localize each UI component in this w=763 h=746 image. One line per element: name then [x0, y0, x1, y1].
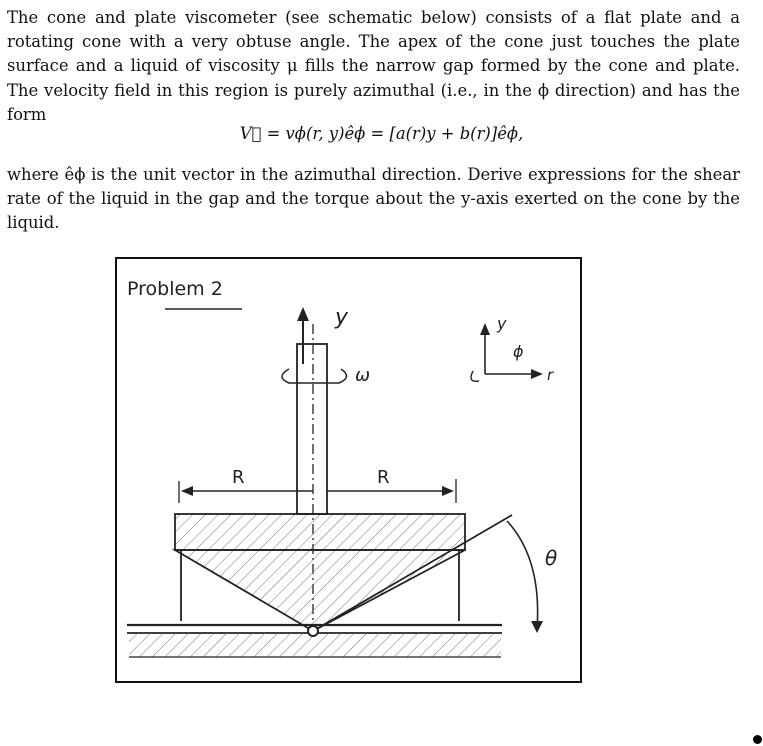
triad-r-head	[531, 369, 543, 379]
cone-top-block	[175, 514, 465, 550]
end-marker	[753, 735, 762, 744]
schematic-drawing	[117, 259, 580, 681]
y-arrowhead	[297, 307, 309, 321]
theta-label: θ	[545, 546, 558, 570]
triad-y-label: y	[497, 314, 507, 333]
radius-left-head	[181, 486, 193, 496]
radius-label-right: R	[377, 467, 390, 488]
problem-paragraph-1: The cone and plate viscometer (see schematic below) consists of a flat plate and a rotating cone with a very obtuse angle. The apex of the cone just touches the plate surface and a liquid of viscosity μ fills the narrow gap formed by the cone and plate. The velocity field in this region is purely azimuthal (i.e., in the ϕ direction) and has the form	[7, 8, 740, 124]
cone-apex-point	[308, 626, 318, 636]
velocity-equation: V⃗ = vϕ(r, y)êϕ = [a(r)y + b(r)]êϕ,	[239, 124, 524, 143]
problem-paragraph-2: where êϕ is the unit vector in the azimuthal direction. Derive expressions for the shear rate of the liquid in the gap and the torque about the y-axis exerted on the cone by the liquid.	[7, 165, 740, 233]
theta-arc-head	[531, 621, 543, 633]
rotation-curl	[282, 369, 347, 383]
figure-title: Problem 2	[127, 278, 223, 300]
cone-shaft	[297, 344, 327, 514]
y-axis-label: y	[335, 305, 349, 330]
cone-body	[175, 550, 465, 631]
triad-phi-label: ϕ	[513, 342, 524, 361]
omega-label: ω	[355, 365, 371, 386]
theta-arc	[507, 521, 538, 629]
triad-y-head	[480, 323, 490, 335]
viscometer-schematic	[115, 257, 582, 683]
radius-right-head	[442, 486, 454, 496]
triad-r-label: r	[547, 366, 554, 384]
triad-phi-curl	[471, 371, 479, 381]
radius-label-left: R	[232, 467, 245, 488]
